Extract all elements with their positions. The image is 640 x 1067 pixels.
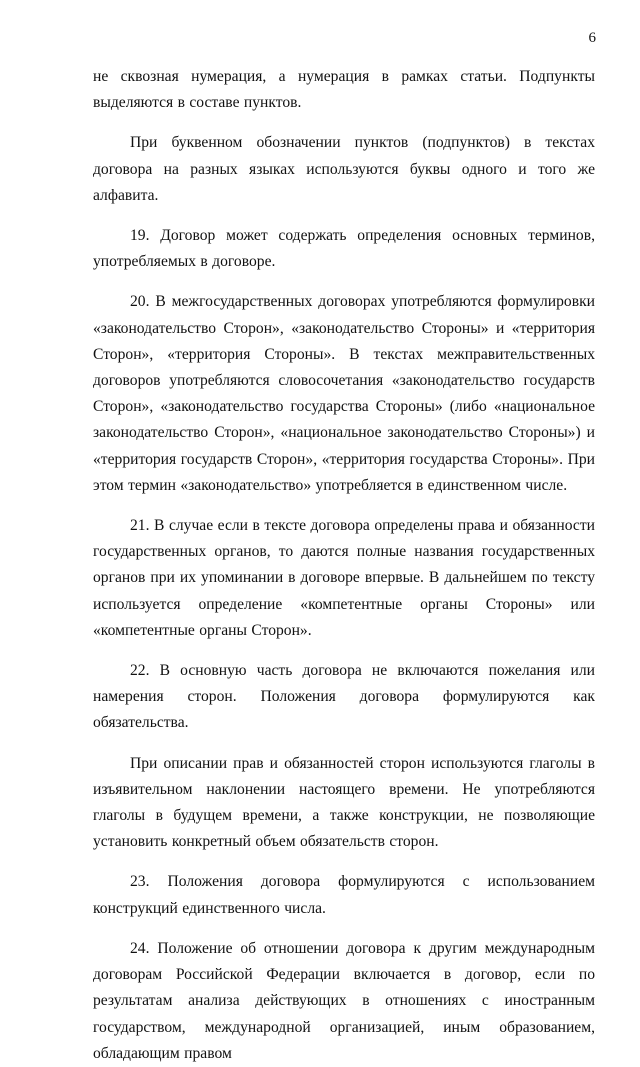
page-number: 6 xyxy=(588,30,596,46)
paragraph-20: 20. В межгосударственных договорах употребляются формулировки «законодательство Сторон», «законодательство Стороны» и «территория Сторон», «территория Стороны». В текстах межправительственных договоров употребляются словосочетания «законодательство государств Сторон», «законодательство государства Стороны» (либо «национальное законодательство Сторон», «национальное законодательство Стороны») и «территория государств Сторон», «территория государства Стороны». При этом термин «законодательство» употребляется в единственном числе. xyxy=(93,293,595,494)
paragraph-letter-designation: При буквенном обозначении пунктов (подпунктов) в текстах договора на разных языках используются буквы одного и того же алфавита. xyxy=(93,134,595,204)
paragraph-rights-obligations: При описании прав и обязанностей сторон используются глаголы в изъявительном наклонении настоящего времени. Не употребляются глаголы в будущем времени, а также конструкции, не позволяющие установить конкретный объем обязательств сторон. xyxy=(93,754,595,851)
paragraph-24: 24. Положение об отношении договора к другим международным договорам Российской Федерации включается в договор, если по результатам анализа действующих в отношениях с иностранным государством, международной организацией, иным образованием, обладающим правом xyxy=(93,939,595,1062)
paragraph-19: 19. Договор может содержать определения основных терминов, употребляемых в договоре. xyxy=(93,227,595,271)
paragraph-23: 23. Положения договора формулируются с использованием конструкций единственного числа. xyxy=(93,873,595,917)
paragraph-continuation: не сквозная нумерация, а нумерация в рамках статьи. Подпункты выделяются в составе пунктов. xyxy=(93,68,595,112)
paragraph-21: 21. В случае если в тексте договора определены права и обязанности государственных органов, то даются полные названия государственных органов при их упоминании в договоре впервые. В дальнейшем по тексту используется определение «компетентные органы Стороны» или «компетентные органы Сторон». xyxy=(93,517,595,639)
paragraph-22: 22. В основную часть договора не включаются пожелания или намерения сторон. Положения договора формулируются как обязательства. xyxy=(93,662,595,732)
document-body xyxy=(93,64,595,1067)
